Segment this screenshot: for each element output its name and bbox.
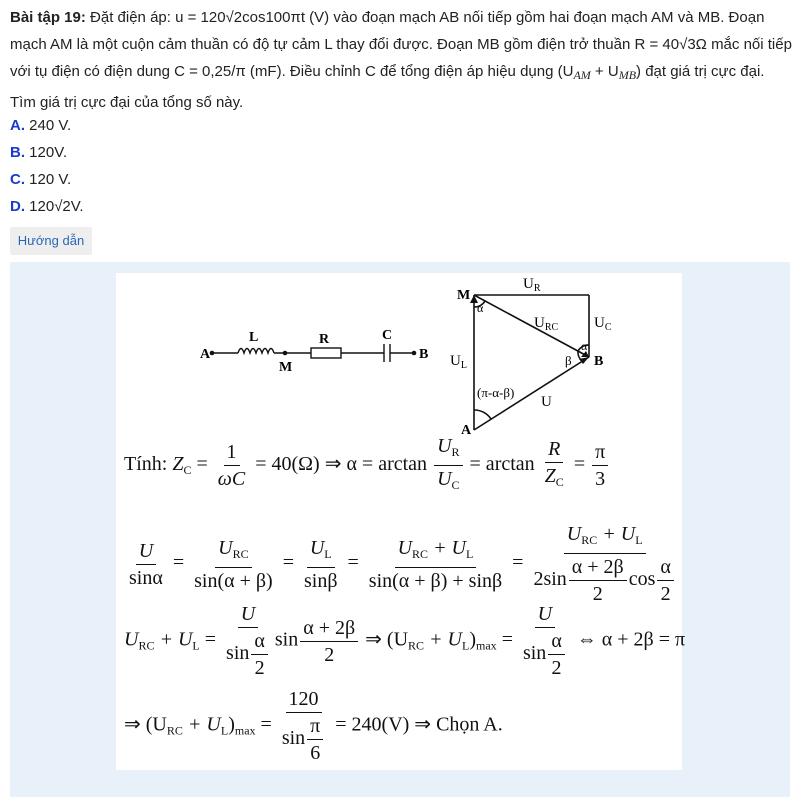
phasor-label-m: M: [457, 288, 471, 303]
question-plus: + U: [590, 63, 619, 80]
phasor-label-a: A: [461, 423, 472, 438]
circuit-label-b: B: [419, 347, 429, 362]
option-c[interactable]: [10, 170, 71, 190]
guide-button[interactable]: Hướng dẫn: [10, 227, 92, 255]
circuit-label-c: C: [382, 328, 393, 343]
option-a-letter: A.: [10, 117, 25, 134]
math-line-1: Tính: $Z_C$ = $\frac{1}{\omega C}$ = 40(Ω) ⇒ α = arctan $\frac{U_R}{U_C}$ = arctan $\frac{R}{Z_C}$ = $\frac{\pi}{3}$: [124, 435, 610, 496]
solution-image: [116, 273, 686, 770]
option-b[interactable]: [10, 143, 67, 163]
question-text: [10, 4, 792, 116]
phasor-ul: $U_L$: [450, 353, 467, 371]
circuit-label-l: L: [249, 330, 259, 345]
angle-alpha-b: α: [581, 339, 588, 353]
math-line-3: $U_{RC} + U_L$ = U sin $\frac{\alpha}{2}$ sin $\frac{\alpha + 2\beta}{2}$ ⇒ $(U_{RC} + U_L)_{max}$ = U sin $\frac{\alpha}{2}$ ⇔ α + 2β = π: [124, 603, 686, 679]
question-body: Đặt điện áp: u = 120√2cos100πt (V) vào đoạn mạch AB nối tiếp gồm hai đoạn mạch AM và MB. Đoạn mạch AM là một cuộn cảm thuần có độ tự cảm L thay đổi được. Đoạn MB gồm điện trở thuần R = 40√3Ω mắc nối tiếp với tụ điện có điện dung C = 0,25/π (mF). Điều chỉnh C để tổng điện áp hiệu dụng (U: [10, 9, 792, 80]
phasor-u: U: [541, 394, 552, 410]
question-label: Bài tập 19:: [10, 9, 86, 26]
option-a-text: 240 V.: [25, 117, 72, 134]
option-d[interactable]: [10, 197, 84, 217]
math-line-4: ⇒ $(U_{RC} + U_L)_{max}$ = 120 sin $\frac{\pi}{6}$ = 240(V) ⇒ Chọn A.: [124, 688, 503, 764]
option-d-text: 120√2V.: [25, 198, 84, 215]
phasor-ur: $U_R$: [523, 276, 541, 294]
question-sub-mb: MB: [618, 68, 637, 82]
angle-beta: β: [565, 353, 572, 368]
phasor-urc: $U_{RC}$: [534, 315, 559, 333]
phasor-label-b: B: [594, 354, 604, 369]
angle-alpha-m: α: [477, 301, 484, 315]
option-d-letter: D.: [10, 198, 25, 215]
circuit-label-r: R: [319, 332, 330, 347]
option-c-text: 120 V.: [25, 171, 72, 188]
math-line-2: $\frac{U}{\sin\alpha}$ = $\frac{U_{RC}}{\sin(\alpha + \beta)}$ = $\frac{U_L}{\sin\beta}$ = $\frac{U_{RC} + U_L}{\sin(\alpha + \beta) + \sin\beta}$ = $U_{RC} + U_L$ 2sin $\frac{\alpha + 2\beta}{2}$ cos $\frac{\alpha}{2}$: [124, 523, 681, 605]
angle-a: (π-α-β): [477, 385, 515, 400]
question-sub-am: AM: [573, 68, 591, 82]
phasor-uc: $U_C$: [594, 315, 612, 333]
question-tail: ) đạt giá trị cực đại. Tìm giá trị cực đại của tổng số này.: [10, 63, 765, 111]
option-c-letter: C.: [10, 171, 25, 188]
option-a[interactable]: [10, 116, 71, 136]
circuit-label-a: A: [200, 347, 211, 362]
option-b-text: 120V.: [25, 144, 67, 161]
circuit-label-m: M: [279, 360, 293, 375]
option-b-letter: B.: [10, 144, 25, 161]
